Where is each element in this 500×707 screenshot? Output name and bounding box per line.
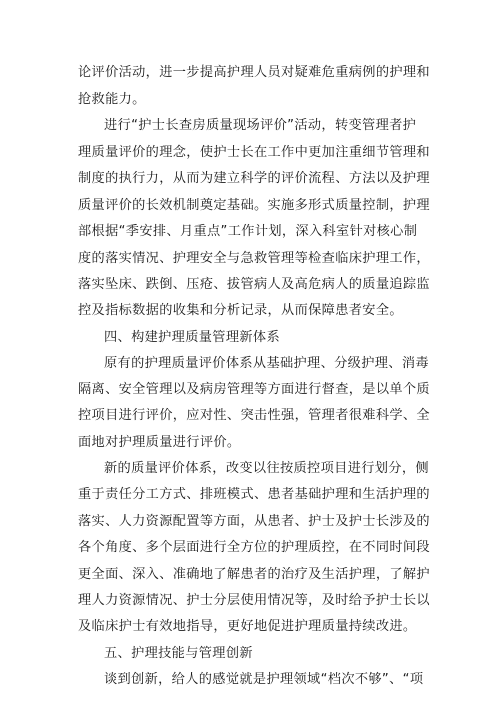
text-line: 抢救能力。: [78, 92, 146, 107]
text-line: 更全面、深入、准确地了解患者的治疗及生活护理，了解护: [78, 567, 430, 582]
paragraph-first-line: 新的质量评价体系，改变以往按质控项目进行划分，侧: [104, 461, 429, 476]
text-line: 控项目进行评价，应对性、突击性强，管理者很难科学、全: [78, 408, 430, 423]
text-line: 理人力资源情况、护士分层使用情况等，及时给予护士长以: [78, 593, 430, 608]
text-line: 理质量评价的理念，使护士长在工作中更加注重细节管理和: [78, 145, 430, 160]
text-line: 制度的执行力，从而为建立科学的评价流程、方法以及护理: [78, 171, 430, 186]
text-line: 质量评价的长效机制奠定基础。实施多形式质量控制，护理: [78, 198, 430, 213]
text-line: 部根据“季安排、月重点”工作计划，深入科室针对核心制: [78, 224, 418, 239]
section-heading: 四、构建护理质量管理新体系: [104, 330, 280, 345]
section-heading: 五、护理技能与管理创新: [104, 646, 253, 661]
text-line: 各个角度、多个层面进行全方位的护理质控，在不同时间段: [78, 540, 430, 555]
text-line: 落实坠床、跌倒、压疮、拔管病人及高危病人的质量追踪监: [78, 277, 430, 292]
text-line: 控及指标数据的收集和分析记录，从而保障患者安全。: [78, 303, 403, 318]
text-line: 及临床护士有效地指导，更好地促进护理质量持续改进。: [78, 619, 417, 634]
paragraph-first-line: 谈到创新，给人的感觉就是护理领域“档次不够”、“项: [104, 672, 424, 687]
text-line: 隔离、安全管理以及病房管理等方面进行督查，是以单个质: [78, 382, 430, 397]
paragraph-first-line: 原有的护理质量评价体系从基础护理、分级护理、消毒: [104, 356, 429, 371]
text-line: 落实、人力资源配置等方面，从患者、护士及护士长涉及的: [78, 514, 430, 529]
text-line: 重于责任分工方式、排班模式、患者基础护理和生活护理的: [78, 487, 430, 502]
paragraph-first-line: 进行“护士长查房质量现场评价”活动，转变管理者护: [104, 118, 417, 133]
text-line: 论评价活动，进一步提高护理人员对疑难危重病例的护理和: [78, 65, 430, 80]
text-line: 度的落实情况、护理安全与急救管理等检查临床护理工作，: [78, 251, 430, 266]
text-line: 面地对护理质量进行评价。: [78, 435, 241, 450]
